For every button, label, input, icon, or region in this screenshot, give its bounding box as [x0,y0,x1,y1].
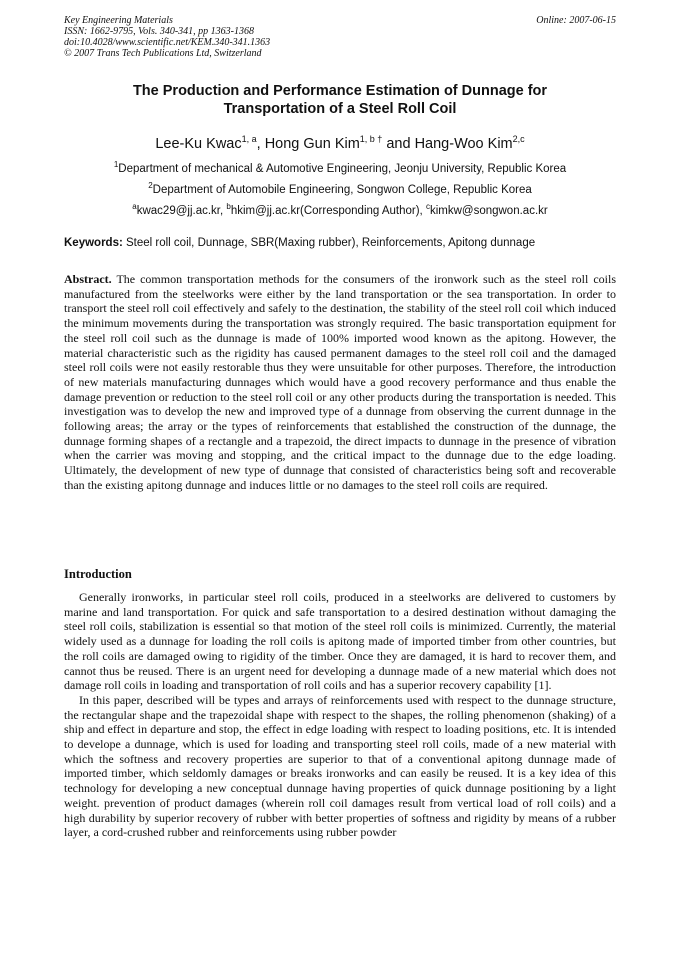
affiliation-text: Department of Automobile Engineering, Songwon College, Republic Korea [152,183,532,196]
author-name: Hong Gun Kim [264,135,360,152]
author-list [64,130,616,153]
journal-name: Key Engineering Materials [64,15,173,26]
journal-header [64,15,616,59]
keywords-label: Keywords: [64,237,123,249]
email-superscript: b [226,202,231,211]
email-c: kimkw@songwon.ac.kr [429,204,548,217]
affiliation-text: Department of mechanical & Automotive Engineering, Jeonju University, Republic Korea [118,162,567,175]
title-line-1: The Production and Performance Estimation of Dunnage for [132,83,548,99]
email-b: hkim@jj.ac.kr(Corresponding Author), [230,204,426,217]
author-name: Lee-Ku Kwac [155,135,242,152]
abstract-text: The common transportation methods for the consumers of the ironwork such as the steel roll coils manufactured from the steelworks were either by the land transportation or the sea transportation. In order to transport the steel roll coil effectively and safely to the destination, the stability of the steel roll coil which induced the minimum movements during the transportation was strongly required. The basic transportation equipment for the steel roll coil such as the dunnage is made of 100% imported wood known as the apitong. However, the material characteristic such as the rigidity has caused permanent damages to the steel roll coil and the damaged steel roll coils were not easily restorable thus they were unsuitable for other purposes. Therefore, the introduction of new materials manufacturing dunnages which would have a good recovery performance and thus enable the damage prevention or reduction to the steel roll coil or any other products during the transportation is needed. This investigation was to develop the new and improved type of a dunnage from observing the current dunnage in the following areas; the array or the types of reinforcements that established the construction of the dunnage, the dunnage forming shapes of a rectangle and a trapezoid, the direct impacts to dunnage in the presence of vibration when the carrier was moving and stopping, and the critical impact to the dunnage due to the edge loading. Ultimately, the development of new type of dunnage that consisted of characteristics being soft and recoverable than the existing apitong dunnage and induces little or no damages to the steel roll coils are required. [64,272,616,492]
author-superscript: 1, b † [359,134,383,144]
author-name: Hang-Woo Kim [414,135,513,152]
paragraph: Generally ironworks, in particular steel roll coils, produced in a steelworks are delivered to customers by marine and land transportation. For quick and safe transportation to a desired destination without damaging the steel roll coils, stabilization is essential so that motion of the steel roll coils is minimized. Currently, the material widely used as a dunnage for loading the roll coils is apitong made of imported timber from other countries, but the roll coils are damaged owing to rigidity of the timber. Once they are damaged, it is hard to recover them, and cannot thus be reused. There is an urgent need for developing a dunnage made of a new material which does not damage roll coils in loading and transportation of roll coils and has a superior recovery capability [1]. [64,590,616,693]
affiliation-superscript: 1 [113,160,119,169]
author-superscript: 1, a [241,134,257,144]
author-separator: and [382,135,415,152]
paragraph: In this paper, described will be types and arrays of reinforcements used with respect to the dunnage structure, the rectangular shape and the trapezoidal shape with respect to the shapes, the rolling phenomenon (shaking) of a ship and effect in departure and stop, the effect in edge loading with respect to loading positions, etc. It is intended to develope a dunnage, which is used for loading and transporting steel roll coils, made of a new material with which the softness and recovery properties are superior to that of a conventional apitong dunnage made of imported timber, which seldomly damages or breaks ironworks and can easily be reused. It is a key idea of this technology for developing a new conceptual dunnage having properties of quick dunnage positioning by a light weight. prevention of product damages (wherein roll coil damages result from vertical load of roll coils) and a high durability by superior recovery of rubber with better properties of softness and rigidity by means of a rubber layer, a cord-crushed rubber and reinforcements using rubber powder [64,692,616,840]
affiliation-1 [64,158,616,176]
affiliation-superscript: 2 [148,181,153,190]
abstract-label: Abstract. [64,272,112,286]
paper-title [64,82,616,118]
journal-copyright: © 2007 Trans Tech Publications Ltd, Switzerland [64,48,262,59]
keywords-text: Steel roll coil, Dunnage, SBR(Maxing rubber), Reinforcements, Apitong dunnage [122,237,536,249]
author-superscript: 2,c [512,134,525,144]
author-separator: , [256,135,265,152]
affiliation-2 [64,179,616,197]
abstract [64,272,616,493]
journal-doi: doi:10.4028/www.scientific.net/KEM.340-341.1363 [64,37,271,48]
email-superscript: c [425,202,430,211]
email-superscript: a [132,202,137,211]
section-heading-introduction: Introduction [64,567,132,581]
keywords [64,236,616,250]
online-date: Online: 2007-06-15 [536,15,616,26]
title-line-2: Transportation of a Steel Roll Coil [223,101,457,117]
journal-issn: ISSN: 1662-9795, Vols. 340-341, pp 1363-1368 [64,26,254,37]
author-emails [64,200,616,218]
email-a: kwac29@jj.ac.kr, [136,204,227,217]
introduction-body [64,590,616,840]
